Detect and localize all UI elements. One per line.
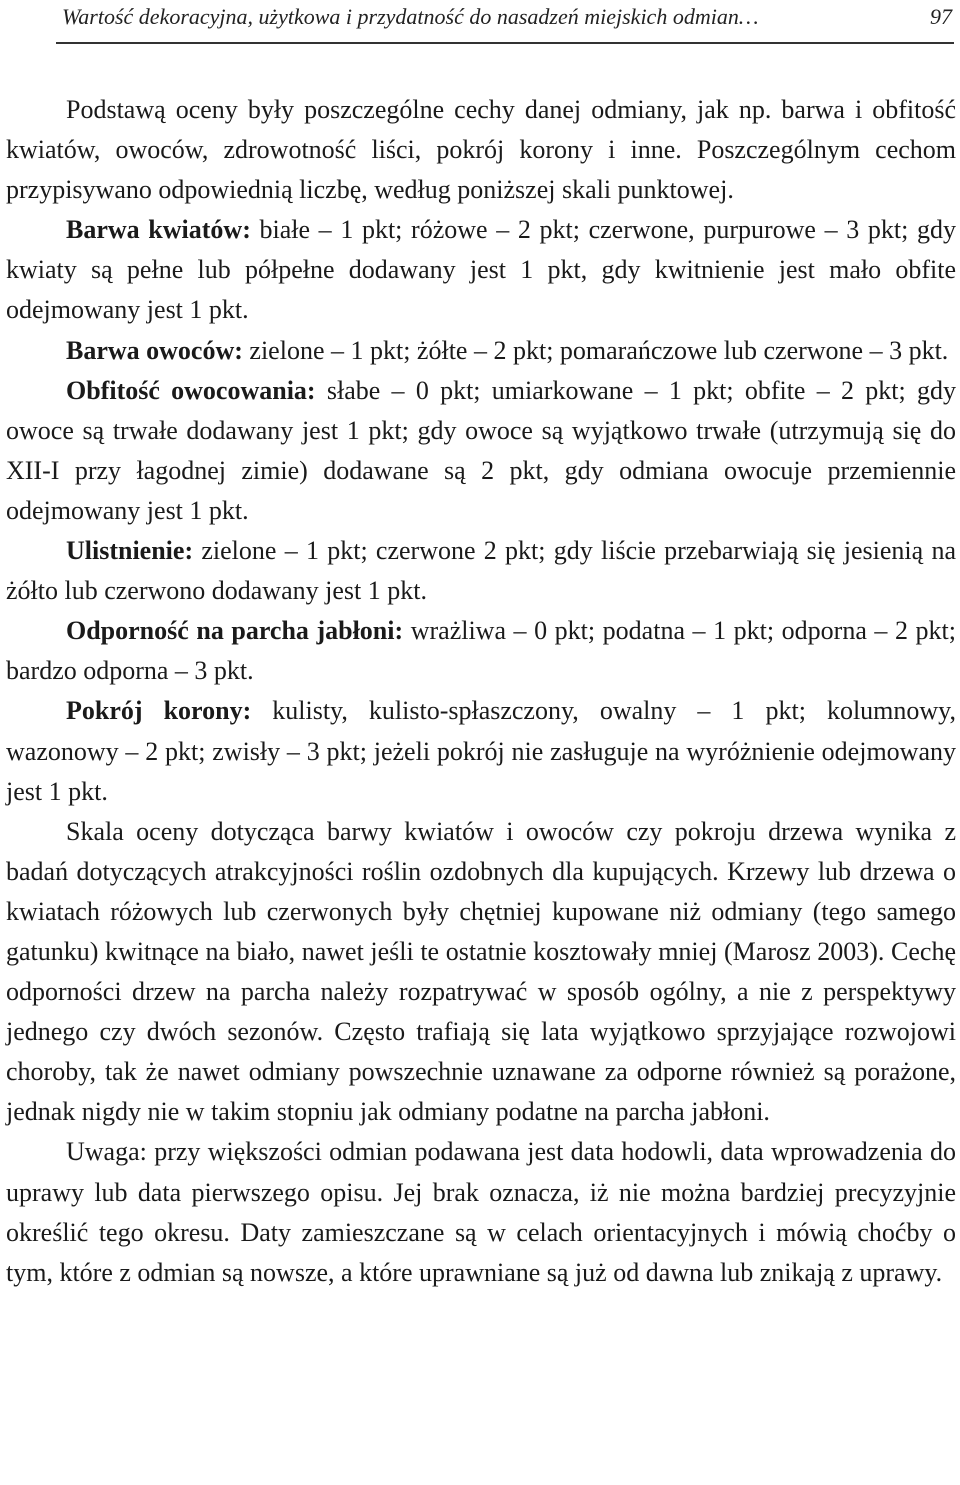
paragraph-fruit-color bbox=[6, 331, 956, 371]
paragraph-text: Podstawą oceny były poszczególne cechy danej odmiany, jak np. barwa i obfitość kwiatów, owoców, zdrowotność liści, pokrój korony i inne. Poszczególnym cechom przypisywano odpowiednią liczbę, według poniższej skali punktowej. bbox=[6, 95, 956, 205]
paragraph-lead: Barwa owoców: bbox=[66, 335, 243, 365]
paragraph-lead: Pokrój korony: bbox=[66, 696, 252, 726]
paragraph-text: słabe – 0 pkt; umiarkowane – 1 pkt; obfite – 2 pkt; gdy owoce są trwałe dodawany jest 1 pkt; gdy owoce są wyjątkowo trwałe (utrzymują się do XII-I przy łagodnej zimie) dodawane są 2 pkt, gdy odmiana owocuje przemiennie odejmowany jest 1 pkt. bbox=[6, 375, 956, 525]
page-number: 97 bbox=[930, 4, 952, 29]
running-header bbox=[62, 0, 952, 34]
paragraph-text: zielone – 1 pkt; czerwone 2 pkt; gdy liście przebarwiają się jesienią na żółto lub czerwono dodawany jest 1 pkt. bbox=[6, 536, 956, 606]
paragraph-fruiting-abundance bbox=[6, 371, 956, 531]
paragraph-foliage bbox=[6, 531, 956, 611]
running-title: Wartość dekoracyjna, użytkowa i przydatność do nasadzeń miejskich odmian… bbox=[62, 4, 759, 29]
header-rule bbox=[56, 42, 954, 44]
paragraph-note bbox=[6, 1132, 956, 1292]
paragraph-flower-color bbox=[6, 210, 956, 330]
paragraph-crown-shape bbox=[6, 691, 956, 811]
paragraph-text: wrażliwa – 0 pkt; podatna – 1 pkt; odporna – 2 pkt; bardzo odporna – 3 pkt. bbox=[6, 616, 956, 686]
paragraph-text: zielone – 1 pkt; żółte – 2 pkt; pomarańczowe lub czerwone – 3 pkt. bbox=[242, 335, 949, 365]
paragraph-lead: Ulistnienie: bbox=[66, 536, 194, 566]
paragraph-lead: Obfitość owocowania: bbox=[66, 375, 316, 405]
paragraph-text: białe – 1 pkt; różowe – 2 pkt; czerwone, purpurowe – 3 pkt; gdy kwiaty są pełne lub półpełne dodawany jest 1 pkt, gdy kwitnienie jest mało obfite odejmowany jest 1 pkt. bbox=[6, 215, 956, 325]
paragraph-lead: Barwa kwiatów: bbox=[66, 215, 251, 245]
paragraph-lead: Odporność na parcha jabłoni: bbox=[66, 616, 404, 646]
paragraph-rating-scale bbox=[6, 812, 956, 1133]
paragraph-scab-resistance bbox=[6, 611, 956, 691]
body-text bbox=[6, 90, 956, 1293]
paragraph-text: Skala oceny dotycząca barwy kwiatów i owoców czy pokroju drzewa wynika z badań dotyczących atrakcyjności roślin ozdobnych dla kupujących. Krzewy lub drzewa o kwiatach różowych lub czerwonych były chętniej kupowane niż odmiany (tego samego gatunku) kwitnące na biało, nawet jeśli te ostatnie kosztowały mniej (Marosz 2003). Cechę odporności drzew na parcha należy rozpatrywać w sposób ogólny, a nie z perspektywy jednego czy dwóch sezonów. Często trafiają się lata wyjątkowo sprzyjające rozwojowi choroby, tak że nawet odmiany powszechnie uznawane za odporne również są porażone, jednak nigdy nie w takim stopniu jak odmiany podatne na parcha jabłoni. bbox=[6, 816, 956, 1127]
paragraph-text: kulisty, kulisto-spłaszczony, owalny – 1 pkt; kolumnowy, wazonowy – 2 pkt; zwisły – 3 pkt; jeżeli pokrój nie zasługuje na wyróżnienie odejmowany jest 1 pkt. bbox=[6, 696, 956, 806]
paragraph-intro bbox=[6, 90, 956, 210]
paragraph-text: Uwaga: przy większości odmian podawana jest data hodowli, data wprowadzenia do uprawy lub data pierwszego opisu. Jej brak oznacza, iż nie można bardziej precyzyjnie określić tego okresu. Daty zamieszczane są w celach orientacyjnych i mówią choćby o tym, które z odmian są nowsze, a które uprawniane są już od dawna lub znikają z uprawy. bbox=[6, 1137, 956, 1287]
